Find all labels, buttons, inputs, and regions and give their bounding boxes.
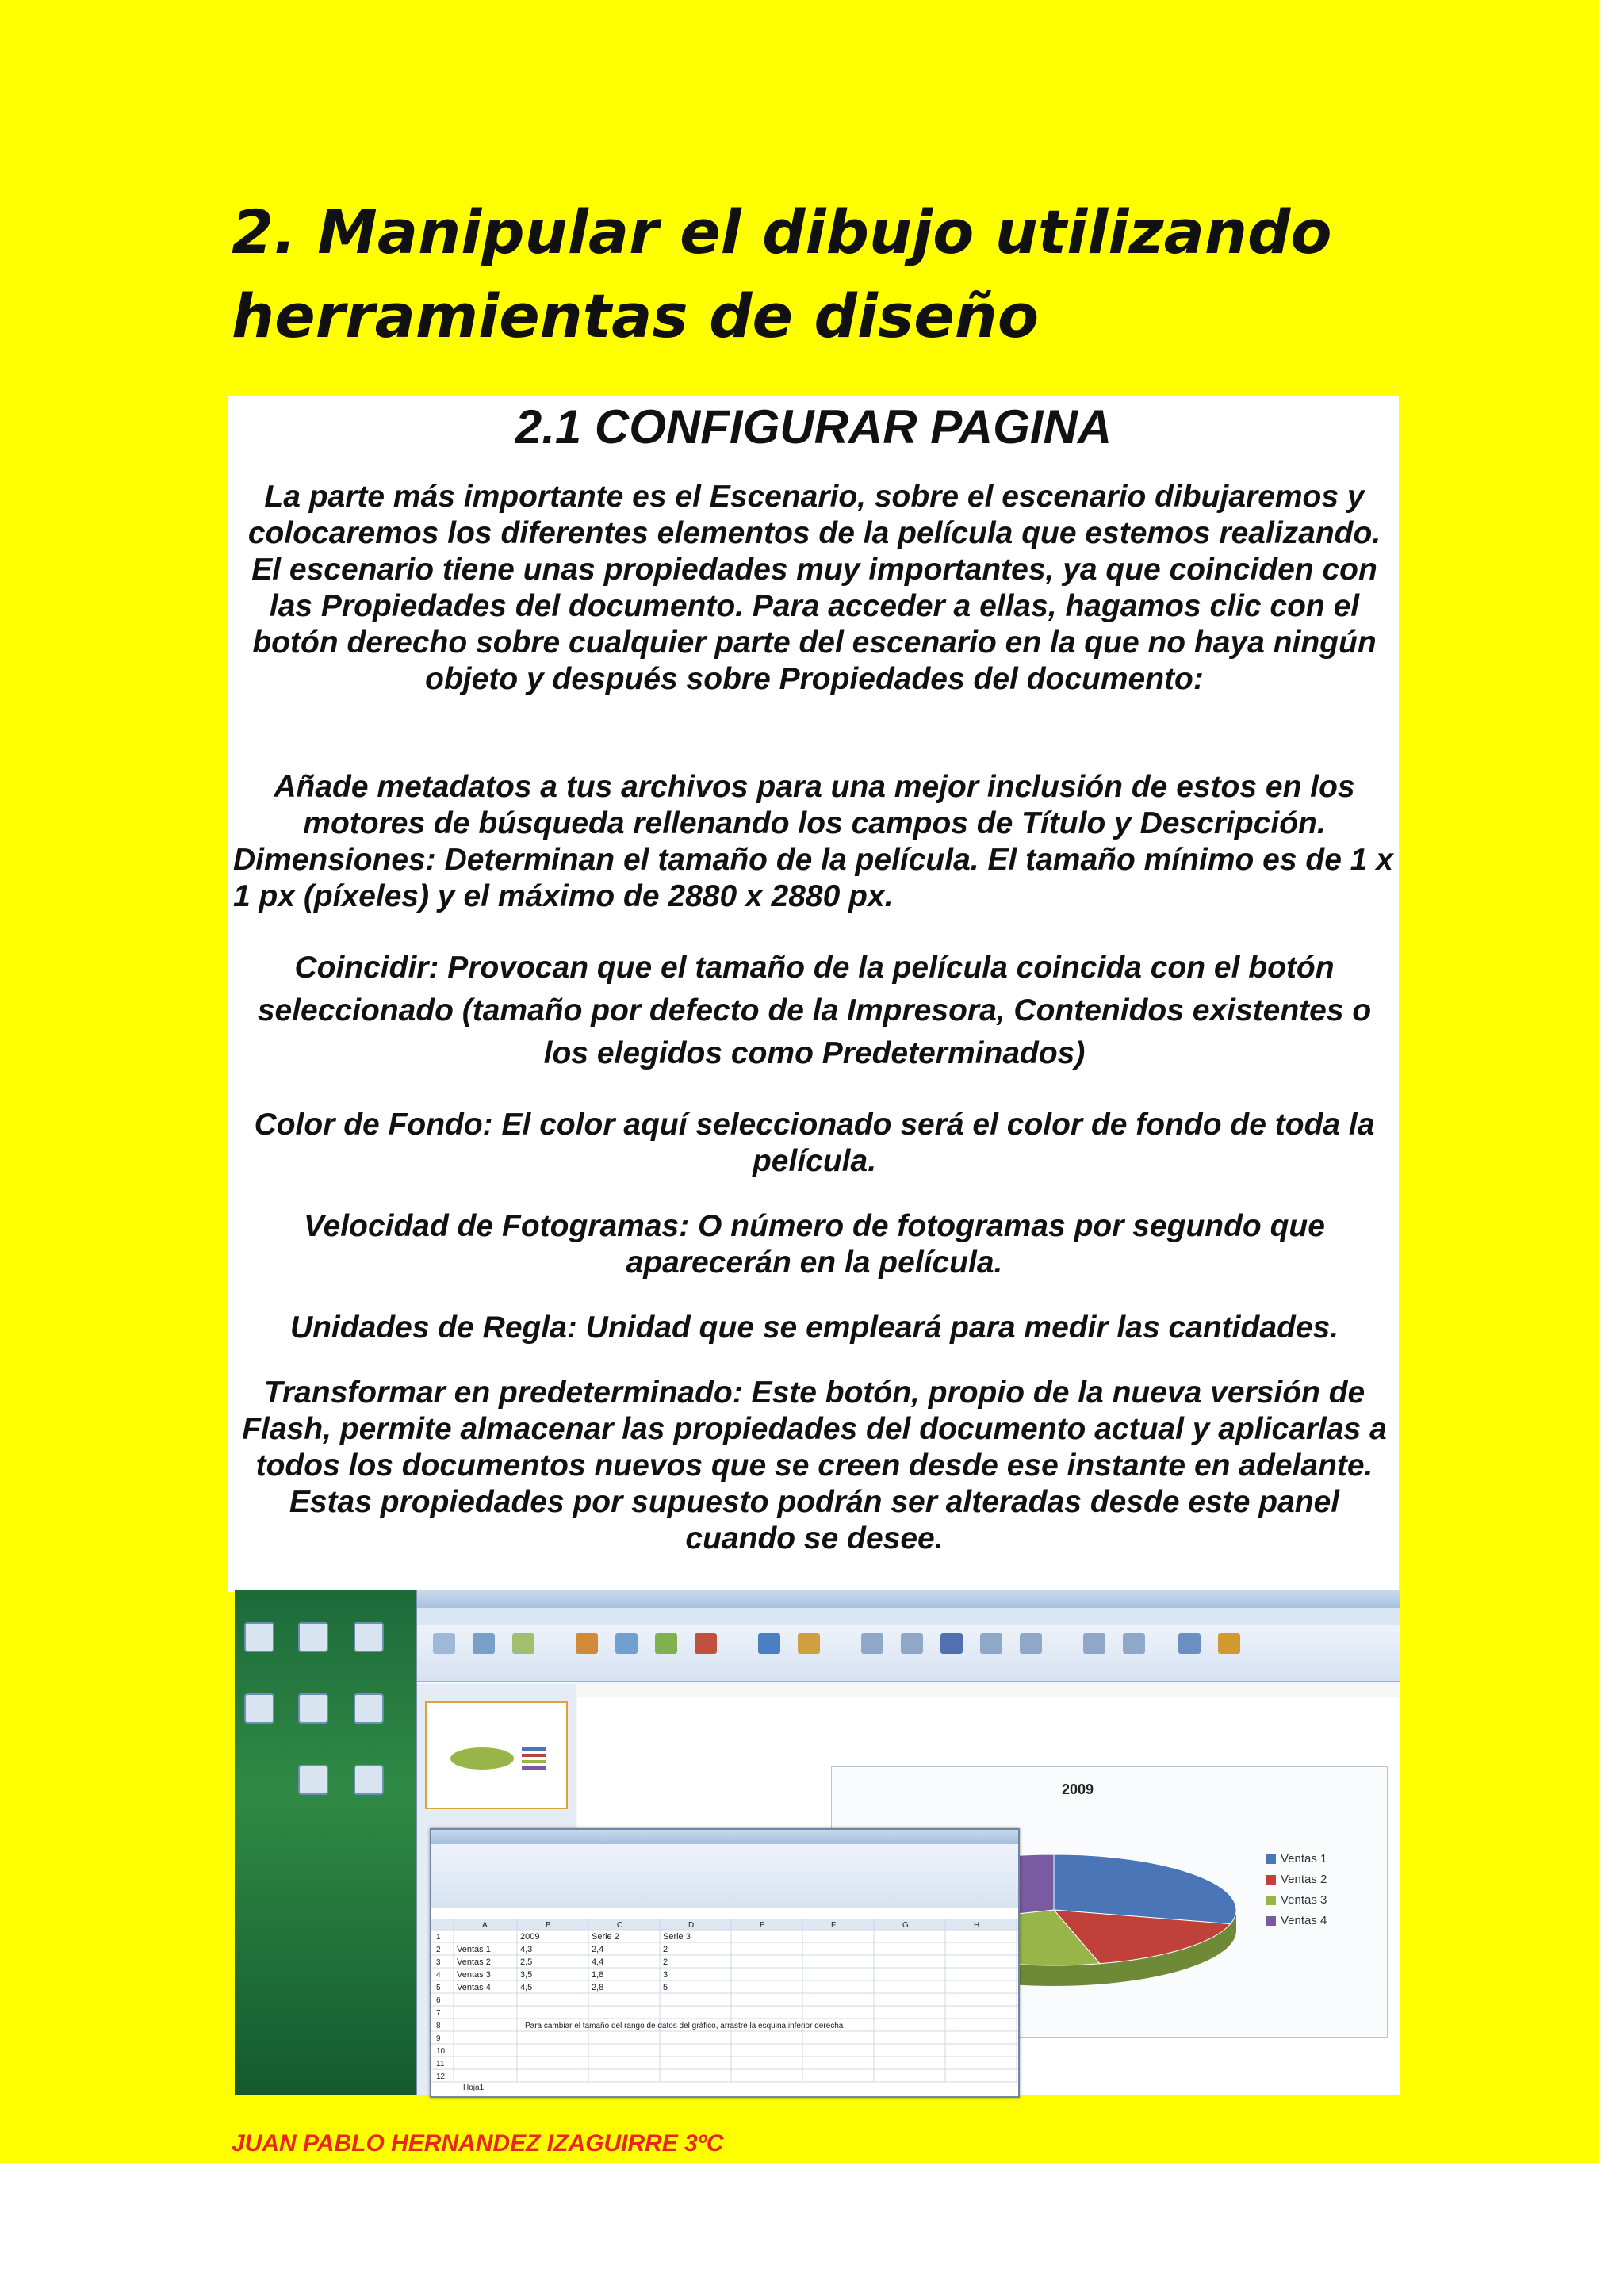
thumb-legend-line [522, 1766, 546, 1770]
textbox-icon[interactable] [861, 1633, 883, 1654]
cell: 2,5 [520, 1957, 533, 1967]
cell: 3 [663, 1970, 668, 1980]
cell: 5 [663, 1983, 668, 1992]
cell: 3,5 [520, 1970, 533, 1980]
paragraph-velocidad: Velocidad de Fotogramas: O número de fotogramas por segundo que aparecerán en la película. [304, 1209, 1325, 1280]
chart-icon[interactable] [695, 1633, 717, 1654]
cell: Ventas 4 [457, 1983, 491, 1992]
cell: 2,8 [592, 1983, 604, 1992]
paragraph-dimensiones: Dimensiones: Determinan el tamaño de la película. El tamaño mínimo es de 1 x 1 px (píxeles) y el máximo de 2880 x 2880 px. [233, 843, 1393, 913]
powerpoint-ribbon [417, 1625, 1400, 1682]
wordart-icon[interactable] [940, 1633, 963, 1654]
legend-swatch [1266, 1916, 1276, 1926]
cell: Serie 2 [592, 1932, 619, 1942]
powerpoint-ribbon-tabs [417, 1608, 1400, 1625]
excel-window [430, 1828, 1020, 2098]
chart-legend [1266, 1852, 1327, 1927]
powerpoint-titlebar [417, 1590, 1400, 1608]
cell: 4,5 [520, 1983, 533, 1992]
row-number: 2 [436, 1946, 441, 1954]
cell: 2,4 [592, 1945, 604, 1954]
thumb-legend-line [522, 1754, 546, 1757]
paragraph-escenario: La parte más importante es el Escenario, sobre el escenario dibujaremos y colocaremos los diferentes elementos de la película que estemos realizando. El escenario tiene unas propiedades muy importantes, ya que coinciden con las Propiedades del documento. Para acceder a ellas, hagamos clic con el botón derecho sobre cualquier parte del escenario en la que no haya ningún objeto y después sobre Propiedades del documento: [247, 480, 1381, 696]
desktop-icon [298, 1622, 328, 1652]
row-number: 7 [436, 2009, 441, 2018]
image-icon[interactable] [473, 1633, 495, 1654]
paragraph-metadatos [233, 769, 1396, 915]
spreadsheet-grid-svg [431, 1919, 1018, 2092]
legend-label: Ventas 3 [1281, 1893, 1327, 1907]
legend-label: Ventas 2 [1281, 1873, 1327, 1886]
row-number: 1 [436, 1933, 441, 1942]
legend-label: Ventas 1 [1281, 1852, 1327, 1866]
paragraph-coincidir: Coincidir: Provocan que el tamaño de la película coincida con el botón seleccionado (tamaño por defecto de la Impresora, Contenidos existentes o los elegidos como Predeterminados) [257, 951, 1372, 1070]
legend-swatch [1266, 1875, 1276, 1885]
thumb-pie [450, 1747, 514, 1770]
legend-label: Ventas 4 [1281, 1914, 1327, 1927]
slide-thumbnail[interactable] [425, 1701, 568, 1809]
desktop-icon [298, 1693, 328, 1724]
section-heading: 2.1 CONFIGURAR PAGINA [515, 400, 1113, 453]
legend-swatch [1266, 1854, 1276, 1864]
cell: Ventas 3 [457, 1970, 491, 1980]
shapes-icon[interactable] [615, 1633, 638, 1654]
cell: Serie 3 [663, 1932, 691, 1942]
desktop-icon [244, 1622, 274, 1652]
cell: 2009 [520, 1932, 540, 1942]
cell: 2 [663, 1945, 668, 1954]
paragraph-transformar: Transformar en predeterminado: Este botón, propio de la nueva versión de Flash, permite almacenar las propiedades del documento actual y aplicarlas a todos los documentos nuevos que se creen desde ese instante en adelante. Estas propiedades por supuesto podrán ser alteradas desde este panel cuando se desee. [242, 1376, 1387, 1556]
row-number: 9 [436, 2034, 441, 2043]
row-number: 11 [436, 2060, 445, 2068]
column-header-band [431, 1919, 1018, 1930]
column-header: F [831, 1921, 837, 1930]
table-icon[interactable] [433, 1633, 455, 1654]
excel-ribbon [431, 1844, 1018, 1908]
action-icon[interactable] [798, 1633, 820, 1654]
row-number: 8 [436, 2022, 441, 2030]
paragraph-unidades: Unidades de Regla: Unidad que se empleará para medir las cantidades. [289, 1311, 1339, 1345]
sound-icon[interactable] [1218, 1633, 1240, 1654]
row-number: 3 [436, 1958, 441, 1967]
row-number: 5 [436, 1984, 441, 1992]
symbol-icon[interactable] [1083, 1633, 1105, 1654]
column-header: B [546, 1921, 551, 1930]
column-header: H [974, 1921, 980, 1930]
album-icon[interactable] [512, 1633, 534, 1654]
chart-title: 2009 [1062, 1781, 1094, 1797]
paragraph-metadatos-text: Añade metadatos a tus archivos para una mejor inclusión de estos en los motores de búsqueda rellenando los campos de Título y Descripción. [274, 770, 1355, 840]
cell: 4,4 [592, 1957, 604, 1967]
desktop-icon [354, 1693, 384, 1724]
object-icon[interactable] [1123, 1633, 1145, 1654]
slide-thumbnail-chart [427, 1703, 566, 1808]
column-header: A [482, 1921, 488, 1930]
legend-swatch [1266, 1896, 1276, 1905]
column-header: E [760, 1921, 765, 1930]
powerpoint-screenshot [235, 1590, 1399, 2095]
clipart-icon[interactable] [576, 1633, 598, 1654]
author-footer: JUAN PABLO HERNANDEZ IZAGUIRRE 3ºC [232, 2130, 724, 2156]
spreadsheet-grid[interactable] [431, 1919, 1018, 2092]
sheet-tab: Hoja1 [463, 2084, 485, 2092]
row-number: 6 [436, 1996, 441, 2005]
powerpoint-window [416, 1590, 1400, 2095]
cell: Ventas 2 [457, 1957, 491, 1967]
desktop-icon [244, 1693, 274, 1724]
hyperlink-icon[interactable] [758, 1633, 780, 1654]
desktop-icon [298, 1765, 328, 1795]
smartart-icon[interactable] [655, 1633, 677, 1654]
horizontal-ruler [577, 1684, 1400, 1697]
date-icon[interactable] [980, 1633, 1002, 1654]
paragraph-color-fondo: Color de Fondo: El color aquí seleccionado será el color de fondo de toda la película. [254, 1108, 1375, 1178]
thumb-legend-line [522, 1747, 546, 1751]
page-title: 2. Manipular el dibujo utilizando herramientas de diseño [232, 197, 1332, 351]
cell: 2 [663, 1957, 668, 1967]
desktop-background [235, 1590, 419, 2095]
column-header: D [688, 1921, 695, 1930]
column-header: G [902, 1921, 909, 1930]
desktop-icon [354, 1622, 384, 1652]
column-header: C [617, 1921, 623, 1930]
cell: Ventas 1 [457, 1945, 491, 1954]
row-number: 4 [436, 1971, 441, 1980]
row-number: 10 [436, 2047, 446, 2056]
desktop-icon [354, 1765, 384, 1795]
movie-icon[interactable] [1178, 1633, 1201, 1654]
spreadsheet-note: Para cambiar el tamaño del rango de datos del gráfico, arrastre la esquina inferior derecha [525, 2022, 844, 2030]
excel-titlebar [431, 1830, 1018, 1844]
header-icon[interactable] [901, 1633, 923, 1654]
thumb-legend-line [522, 1760, 546, 1763]
row-number: 12 [436, 2072, 446, 2081]
slide-number-icon[interactable] [1020, 1633, 1042, 1654]
cell: 4,3 [520, 1945, 533, 1954]
cell: 1,8 [592, 1970, 604, 1980]
